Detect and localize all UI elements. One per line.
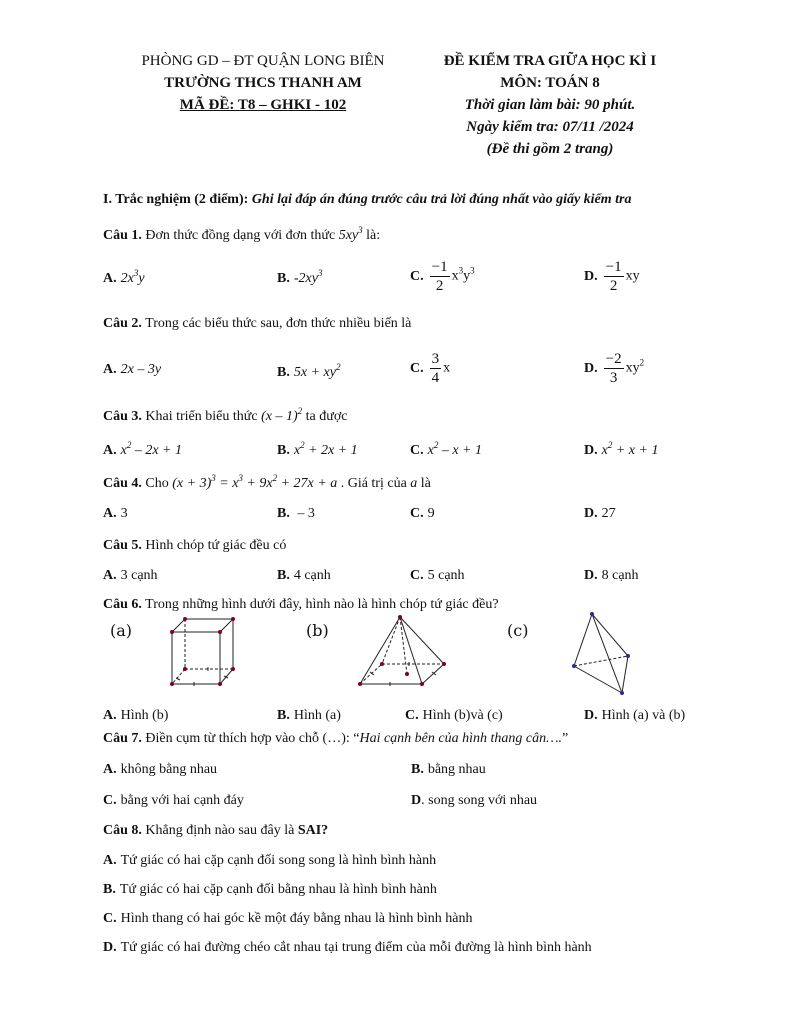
q2-option-b[interactable]: B. $5x + xy^2$ xyxy=(277,362,341,380)
figure-b-pyramid xyxy=(352,612,452,692)
figure-c-tetrahedron xyxy=(566,608,638,700)
q1-tail: là: xyxy=(366,228,381,243)
q1-text: Đơn thức đồng dạng với đơn thức xyxy=(145,228,336,243)
q8-option-c[interactable]: C. Hình thang có hai góc kề một đáy bằng nhau là hình bình hành xyxy=(103,911,473,926)
section-instruction: Ghi lại đáp án đúng trước câu trả lời đúng nhất vào giấy kiểm tra xyxy=(251,192,632,207)
q6-option-c[interactable]: C. Hình (b)và (c) xyxy=(405,708,503,723)
q8-option-a[interactable]: A. Tứ giác có hai cặp cạnh đối song song là hình bình hành xyxy=(103,853,437,868)
q4-option-b[interactable]: B. – 3 xyxy=(277,506,315,521)
q6-option-b[interactable]: B. Hình (a) xyxy=(277,708,341,723)
q1-label: Câu 1. xyxy=(103,228,142,243)
section-heading xyxy=(103,192,632,208)
q1-option-c[interactable]: C. $\frac{-1}{2}$ $x^3y^3$ xyxy=(410,259,475,294)
q2-option-d[interactable]: D. $\frac{-2}{3}$ $xy^2$ xyxy=(584,351,645,386)
page-count: (Đề thi gồm 2 trang) xyxy=(486,141,614,157)
q5-option-a[interactable]: A. 3 cạnh xyxy=(103,568,158,583)
q1-option-d[interactable]: D. $\frac{-1}{2}$ xy xyxy=(584,259,640,294)
q6-option-d[interactable]: D. Hình (a) và (b) xyxy=(584,708,686,723)
q1-option-a[interactable]: A. $2x^3y$ xyxy=(103,268,145,286)
q4-option-d[interactable]: D. 27 xyxy=(584,506,616,521)
q2-option-a[interactable]: A. 2x – 3y xyxy=(103,362,162,377)
q5-option-b[interactable]: B. 4 cạnh xyxy=(277,568,331,583)
figure-a-cuboid xyxy=(160,612,250,692)
figure-c-label: (c) xyxy=(507,621,529,640)
q3-option-c[interactable]: C. $x^2 - x + 1$ xyxy=(410,440,483,458)
question-7: Câu 7. Điền cụm từ thích hợp vào chỗ (…): “Hai cạnh bên của hình thang cân….” xyxy=(103,731,569,746)
question-4: Câu 4. Cho $(x + 3)^3 = x^3 + 9x^2 + 27x + a$ . Giá trị của a là xyxy=(103,473,431,491)
subject: MÔN: TOÁN 8 xyxy=(500,75,600,91)
question-5: Câu 5. Hình chóp tứ giác đều có xyxy=(103,538,287,553)
question-1 xyxy=(103,225,380,244)
q3-option-d[interactable]: D. $x^2 + x + 1$ xyxy=(584,440,659,458)
question-2: Câu 2. Trong các biểu thức sau, đơn thức nhiều biến là xyxy=(103,316,412,331)
q2-option-c[interactable]: C. $\frac{3}{4}$ x xyxy=(410,351,451,386)
question-3: Câu 3. Khai triển biểu thức (x – 1)$^2$ ta được xyxy=(103,406,348,424)
exam-code: MÃ ĐỀ: T8 – GHKI - 102 xyxy=(179,97,347,113)
section-title: I. Trắc nghiệm (2 điểm): xyxy=(103,192,249,207)
duration: Thời gian làm bài: 90 phút. xyxy=(464,97,636,113)
department-name: PHÒNG GD – ĐT QUẬN LONG BIÊN xyxy=(141,53,385,69)
q7-option-c[interactable]: C. bằng với hai cạnh đáy xyxy=(103,793,244,808)
q7-option-d[interactable]: D. song song với nhau xyxy=(411,793,538,808)
question-6: Câu 6. Trong những hình dưới đây, hình nào là hình chóp tứ giác đều? xyxy=(103,597,499,612)
figure-a-label: (a) xyxy=(110,621,133,640)
q4-option-a[interactable]: A. 3 xyxy=(103,506,128,521)
exam-date: Ngày kiểm tra: 07/11 /2024 xyxy=(466,119,634,135)
q5-option-c[interactable]: C. 5 cạnh xyxy=(410,568,465,583)
q8-option-d[interactable]: D. Tứ giác có hai đường chéo cắt nhau tại trung điểm của mỗi đường là hình bình hành xyxy=(103,940,592,955)
q3-option-a[interactable]: A. $x^2 - 2x + 1$ xyxy=(103,440,183,458)
q4-option-c[interactable]: C. 9 xyxy=(410,506,435,521)
q6-option-a[interactable]: A. Hình (b) xyxy=(103,708,169,723)
q7-option-b[interactable]: B. bằng nhau xyxy=(411,762,486,777)
q8-option-b[interactable]: B. Tứ giác có hai cặp cạnh đối bằng nhau là hình bình hành xyxy=(103,882,437,897)
q3-option-b[interactable]: B. $x^2 + 2x + 1$ xyxy=(277,440,358,458)
q7-option-a[interactable]: A. không bằng nhau xyxy=(103,762,218,777)
exam-title: ĐỀ KIỂM TRA GIỮA HỌC KÌ I xyxy=(443,53,657,69)
q1-expr: $5xy^3$ xyxy=(338,225,363,243)
school-name: TRƯỜNG THCS THANH AM xyxy=(164,75,362,91)
question-8: Câu 8. Khẳng định nào sau đây là SAI? xyxy=(103,823,329,838)
q1-option-b[interactable]: B. $-2xy^3$ xyxy=(277,268,323,286)
figure-b-label: (b) xyxy=(306,621,329,640)
q5-option-d[interactable]: D. 8 cạnh xyxy=(584,568,639,583)
